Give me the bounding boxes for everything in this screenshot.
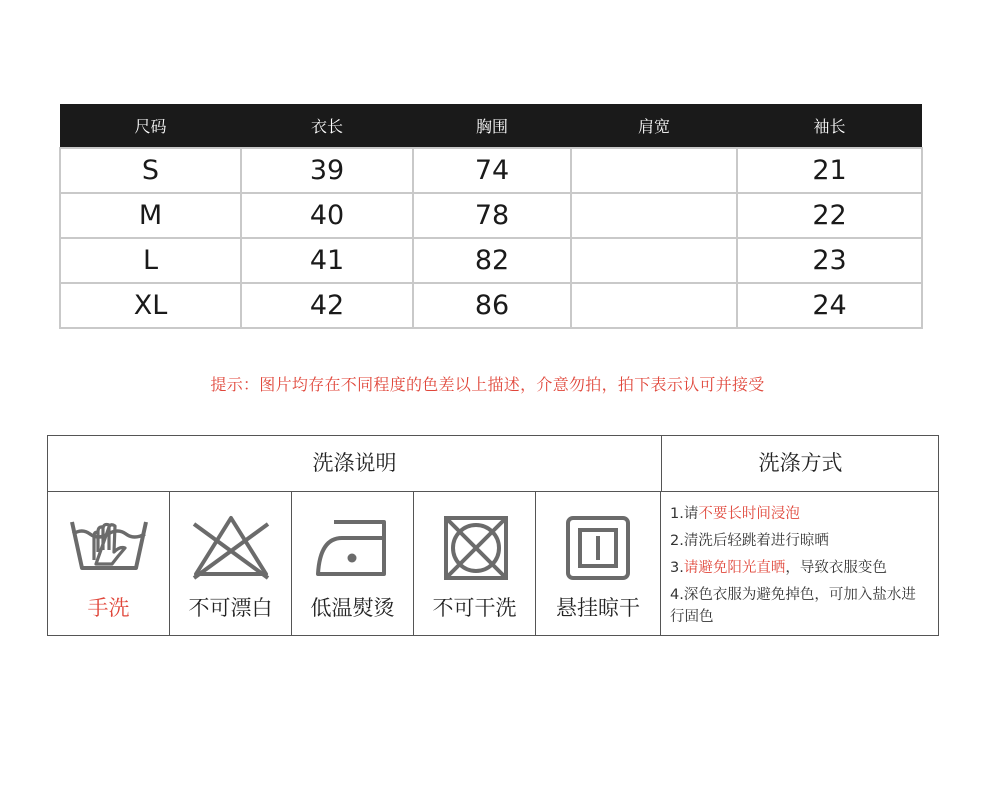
care-body	[48, 492, 938, 635]
care-methods-list	[661, 492, 938, 635]
cell-chest: 78	[413, 193, 571, 238]
low-iron-icon	[312, 512, 394, 584]
care-method-3: 3.请避免阳光直晒，导致衣服变色	[670, 560, 887, 576]
cell-shoulder	[571, 238, 737, 283]
cell-size: XL	[60, 283, 241, 328]
care-instructions-panel	[47, 435, 939, 636]
cell-sleeve: 22	[737, 193, 922, 238]
no-bleach-icon	[190, 512, 272, 584]
care-method-2: 2.清洗后轻跳着进行晾晒	[670, 533, 829, 549]
cell-length: 42	[241, 283, 413, 328]
cell-sleeve: 23	[737, 238, 922, 283]
care-item-no-bleach	[170, 492, 292, 635]
header-length: 衣长	[241, 104, 413, 148]
cell-size: L	[60, 238, 241, 283]
cell-size: S	[60, 148, 241, 193]
size-chart-header-row	[60, 104, 922, 148]
table-row	[60, 238, 922, 283]
care-method-4: 4.深色衣服为避免掉色，可加入盐水进行固色	[670, 587, 916, 625]
cell-length: 41	[241, 238, 413, 283]
care-header	[48, 436, 938, 492]
care-label-hang-dry: 悬挂晾干	[556, 596, 640, 620]
care-item-hang-dry	[536, 492, 661, 635]
cell-shoulder	[571, 193, 737, 238]
care-item-hand-wash	[48, 492, 170, 635]
cell-chest: 74	[413, 148, 571, 193]
care-item-no-dry-clean	[414, 492, 536, 635]
hang-dry-icon	[556, 512, 638, 584]
care-label-hand-wash: 手洗	[87, 596, 130, 620]
hand-wash-icon	[68, 512, 150, 584]
care-label-no-bleach: 不可漂白	[188, 596, 273, 620]
cell-length: 40	[241, 193, 413, 238]
cell-sleeve: 24	[737, 283, 922, 328]
color-difference-tip: 提示：图片均存在不同程度的色差以上描述，介意勿拍，拍下表示认可并接受	[210, 375, 765, 394]
cell-sleeve: 21	[737, 148, 922, 193]
cell-length: 39	[241, 148, 413, 193]
cell-shoulder	[571, 283, 737, 328]
header-chest: 胸围	[413, 104, 571, 148]
cell-size: M	[60, 193, 241, 238]
size-chart-table	[59, 104, 923, 329]
care-label-low-iron: 低温熨烫	[310, 596, 395, 620]
no-dry-clean-icon	[434, 512, 516, 584]
care-item-low-iron	[292, 492, 414, 635]
cell-chest: 86	[413, 283, 571, 328]
header-sleeve: 袖长	[737, 104, 922, 148]
care-title-instructions: 洗涤说明	[312, 451, 397, 475]
cell-chest: 82	[413, 238, 571, 283]
care-label-no-dry-clean: 不可干洗	[432, 596, 517, 620]
care-title-methods: 洗涤方式	[661, 436, 939, 491]
header-shoulder: 肩宽	[571, 104, 737, 148]
header-size: 尺码	[60, 104, 241, 148]
care-method-1: 1.请不要长时间浸泡	[670, 506, 800, 522]
table-row	[60, 193, 922, 238]
cell-shoulder	[571, 148, 737, 193]
table-row	[60, 148, 922, 193]
table-row	[60, 283, 922, 328]
